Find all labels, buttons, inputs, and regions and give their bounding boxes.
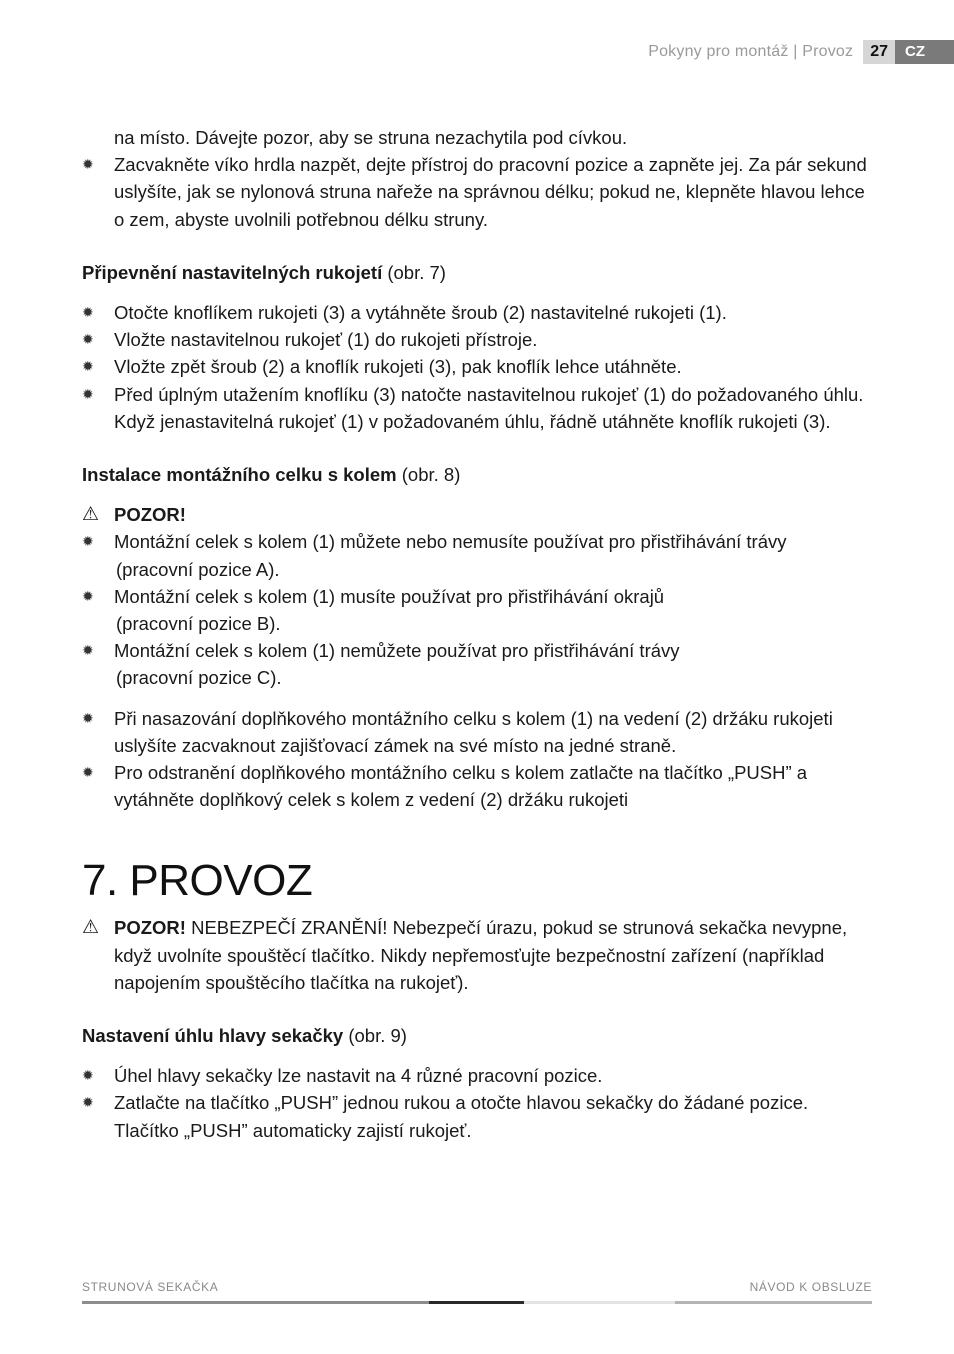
list-item: ✹ Montážní celek s kolem (1) můžete nebo nemusíte používat pro přistřihávání trávy (pracovní pozice A). bbox=[82, 528, 872, 582]
figure-ref: (obr. 7) bbox=[387, 261, 446, 283]
gear-bullet-icon: ✹ bbox=[82, 1067, 94, 1084]
list-item: ✹ Otočte knoflíkem rukojeti (3) a vytáhněte šroub (2) nastavitelné rukojeti (1). bbox=[82, 299, 872, 326]
page-number: 27 bbox=[863, 40, 895, 64]
section-heading-wheel: Instalace montážního celku s kolem (obr. 8) bbox=[82, 464, 461, 486]
gear-bullet-icon: ✹ bbox=[82, 642, 94, 659]
head-angle-list bbox=[82, 1062, 872, 1144]
footer-bar-segment bbox=[429, 1301, 524, 1304]
gear-bullet-icon: ✹ bbox=[82, 587, 94, 604]
gear-bullet-icon: ✹ bbox=[82, 358, 94, 375]
footer-bar-segment bbox=[82, 1301, 429, 1304]
language-tag: CZ bbox=[895, 40, 954, 64]
gear-bullet-icon: ✹ bbox=[82, 764, 94, 781]
gear-bullet-icon: ✹ bbox=[82, 331, 94, 348]
list-item: ✹ Vložte zpět šroub (2) a knoflík rukojeti (3), pak knoflík lehce utáhněte. bbox=[82, 353, 872, 380]
chapter-title: 7. PROVOZ bbox=[82, 856, 313, 906]
gear-bullet-icon: ✹ bbox=[82, 156, 94, 173]
footer-bar bbox=[82, 1301, 872, 1304]
warning-block bbox=[82, 501, 872, 528]
list-item: ✹ Zatlačte na tlačítko „PUSH” jednou rukou a otočte hlavou sekačky do žádané pozice. Tlačítko „PUSH” automaticky zajistí rukojeť. bbox=[82, 1089, 872, 1143]
footer-bar-segment bbox=[675, 1301, 872, 1304]
warning-label: POZOR! bbox=[114, 504, 186, 526]
warning-label: POZOR! bbox=[114, 917, 186, 939]
gear-bullet-icon: ✹ bbox=[82, 1094, 94, 1111]
list-item: ✹ Při nasazování doplňkového montážního celku s kolem (1) na vedení (2) držáku rukojeti uslyšíte zacvaknout zajišťovací zámek na své místo na jedné straně. bbox=[82, 705, 872, 759]
footer-left: STRUNOVÁ SEKAČKA bbox=[82, 1280, 219, 1294]
section-heading-handles: Připevnění nastavitelných rukojetí (obr. 7) bbox=[82, 261, 446, 283]
gear-bullet-icon: ✹ bbox=[82, 709, 94, 726]
warning-text: NEBEZPEČÍ ZRANĚNÍ! Nebezpečí úrazu, pokud se strunová sekačka nevypne, když uvolníte spouštěcí tlačítko. Nikdy nepřemosťujte bezpečnostní zařízení (například napojením spouštěcího tlačítka na rukojeť). bbox=[114, 917, 848, 993]
warning-triangle-icon: ⚠ bbox=[82, 917, 100, 939]
footer-bar-segment bbox=[524, 1301, 675, 1304]
list-item: ✹ Montážní celek s kolem (1) nemůžete používat pro přistřihávání trávy (pracovní pozice C). bbox=[82, 637, 872, 691]
list-item: ✹ Montážní celek s kolem (1) musíte používat pro přistřihávání okrajů (pracovní pozice B). bbox=[82, 583, 872, 637]
figure-ref: (obr. 8) bbox=[401, 464, 461, 486]
handles-list bbox=[82, 299, 872, 435]
gear-bullet-icon: ✹ bbox=[82, 304, 94, 321]
list-item: ✹ Před úplným utažením knoflíku (3) natočte nastavitelnou rukojeť (1) do požadovaného úhlu. Když jenastavitelná rukojeť (1) v požadovaném úhlu, řádně utáhněte knoflík rukojeti (3). bbox=[82, 381, 872, 435]
warning-list bbox=[82, 528, 872, 691]
header-section-title: Pokyny pro montáž | Provoz bbox=[648, 43, 854, 60]
warning-block bbox=[82, 914, 872, 996]
list-item: ✹ Vložte nastavitelnou rukojeť (1) do rukojeti přístroje. bbox=[82, 326, 872, 353]
page-content bbox=[82, 124, 872, 1144]
gear-bullet-icon: ✹ bbox=[82, 533, 94, 550]
warning-triangle-icon: ⚠ bbox=[82, 504, 100, 526]
gear-bullet-icon: ✹ bbox=[82, 385, 94, 402]
page-header bbox=[648, 40, 954, 64]
list-item: ✹ Úhel hlavy sekačky lze nastavit na 4 různé pracovní pozice. bbox=[82, 1062, 872, 1089]
section-heading-head-angle: Nastavení úhlu hlavy sekačky (obr. 9) bbox=[82, 1025, 407, 1047]
list-item: ✹ Zacvakněte víko hrdla nazpět, dejte přístroj do pracovní pozice a zapněte jej. Za pár sekund uslyšíte, jak se nylonová struna nařeže na správnou délku; pokud ne, klepněte hlavou lehce o zem, abyste uvolnili potřebnou délku struny. bbox=[82, 151, 872, 233]
footer-right: NÁVOD K OBSLUZE bbox=[749, 1280, 872, 1294]
page-footer bbox=[82, 1280, 872, 1294]
wheel-list bbox=[82, 705, 872, 814]
list-item: ✹ Pro odstranění doplňkového montážního celku s kolem zatlačte na tlačítko „PUSH” a vytáhněte doplňkový celek s kolem z vedení (2) držáku rukojeti bbox=[82, 759, 872, 813]
intro-list bbox=[82, 151, 872, 233]
figure-ref: (obr. 9) bbox=[348, 1025, 407, 1047]
intro-continuation: na místo. Dávejte pozor, aby se struna nezachytila pod cívkou. bbox=[114, 127, 628, 148]
